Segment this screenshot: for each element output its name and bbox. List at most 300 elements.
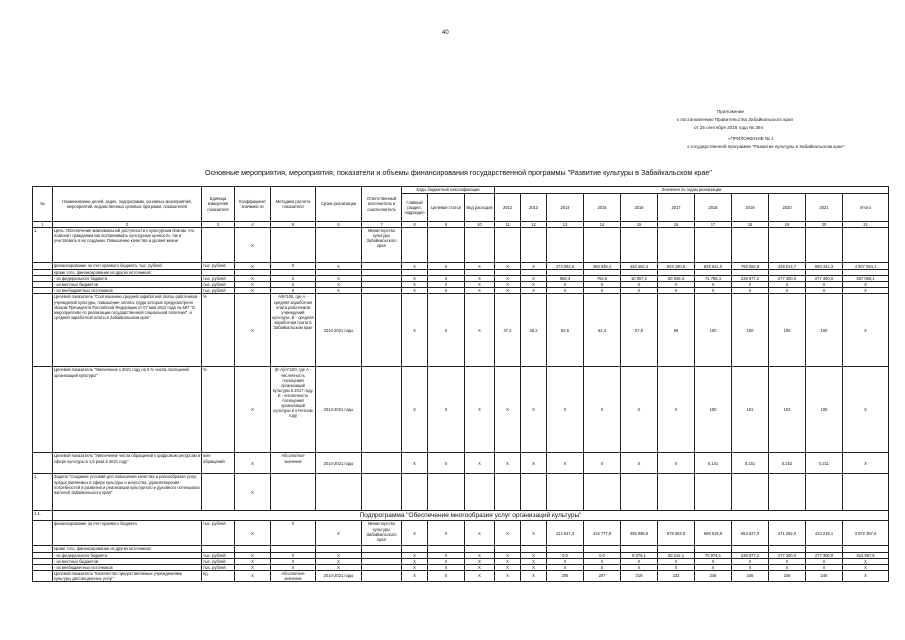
col-year: 2012 [495,194,521,222]
row-year-value: X [521,558,547,564]
row-year-value: 0,151 [732,453,769,474]
row-year-value: 578 303,5 [658,521,695,546]
document-title: Основные мероприятия, мероприятия, показатели и объемы финансирования государственной программы "Развитие культуры в Забайкальском крае" [205,168,712,177]
row-year-value: 10 057,2 [621,276,658,282]
row-year-value: 765 082,8 [732,263,769,270]
row-year-value: X [495,263,521,270]
program-table [32,186,889,582]
row-year-value: X [806,282,843,288]
row-year-value: X [806,288,843,294]
table-row [33,367,889,453]
row-year-value: X [521,288,547,294]
row-year-value [495,474,521,511]
row-num [33,367,53,453]
row-csr [428,474,465,511]
row-exec: Министерство культуры Забайкальского края [362,521,402,546]
row-method: X [271,276,316,282]
row-year-value: 764,6 [584,276,621,282]
row-year-value: 100 [806,294,843,367]
row-year-value: X [547,367,584,453]
row-period [316,228,362,263]
col-index: 10 [465,222,495,228]
col-year: 2020 [769,194,806,222]
row-year-value: 471 282,0 [769,521,806,546]
row-year-value: 429 014,7 [769,263,806,270]
col-index: 14 [584,222,621,228]
row-total: 3 972 397,6 [843,521,889,546]
row-gr: X [402,367,428,453]
row-year-value: X [769,282,806,288]
row-year-value: X [495,276,521,282]
row-year-value: X [547,288,584,294]
col-name: Наименование целей, задач, подпрограмм, основных мероприятий, мероприятий, ведомственных целевых программ, показателей [53,187,202,222]
row-method: А/Б*100, где А - средняя заработная плата работников учреждений культуры; Б - средняя заработная плата в Забайкальском крае [271,294,316,367]
row-unit: млн обращений [202,453,235,474]
col-index: 19 [769,222,806,228]
row-year-value: X [495,552,521,558]
row-year-value: 9 279,1 [621,552,658,558]
row-csr: X [428,367,465,453]
row-year-value [621,474,658,511]
row-num: 1. [33,228,53,263]
row-csr: X [428,558,465,564]
row-name: - из федерального бюджета [53,552,202,558]
row-year-value: 0,0 [584,552,621,558]
row-total: 4 907 084,1 [843,263,889,270]
row-coef: X [235,564,271,570]
row-year-value [732,474,769,511]
row-period [316,474,362,511]
row-unit: тыс. рублей [202,521,235,546]
row-num [33,521,53,546]
row-year-value: X [521,521,547,546]
row-year-value: 246 [732,570,769,581]
row-csr: X [428,288,465,294]
col-years-group: Значения по годам реализации [495,187,889,194]
row-year-value: X [732,288,769,294]
col-year: 2021 [806,194,843,222]
row-year-value: X [695,282,732,288]
header-appendix: «ПРИЛОЖЕНИЕ № 1 [728,136,774,141]
row-gr: X [402,558,428,564]
col-index: 17 [695,222,732,228]
row-exec [362,263,402,270]
row-year-value: X [584,367,621,453]
row-name: Целевой показатель "Количество предоставляемых учреждениями культуры дистанционных услуг" [53,570,202,581]
col-index: 9 [428,222,465,228]
col-index: 11 [495,222,521,228]
row-csr: X [428,294,465,367]
row-method: X [271,552,316,558]
row-year-value [547,228,584,263]
row-year-value: 414 547,3 [547,521,584,546]
row-year-value: 100 [695,367,732,453]
row-vr [465,474,495,511]
row-year-value: 277 300,0 [806,276,843,282]
row-year-value: X [769,558,806,564]
row-gr: X [402,552,428,558]
row-name: - из внебюджетных источников [53,288,202,294]
row-unit: тыс. рублей [202,288,235,294]
row-gr: X [402,570,428,581]
col-index: 3 [202,222,235,228]
row-name: - из федерального бюджета [53,276,202,282]
row-year-value: 828 641,0 [695,263,732,270]
row-method: X [271,564,316,570]
row-name: Задача "Создание условий для повышения качества и разнообразия услуг, предоставляемых в сфере культуры и искусства, удовлетворения потребностей в развитии и реализации культурного и духовного потенциала жителей Забайкальского края" [53,474,202,511]
row-year-value: X [621,288,658,294]
table-row [33,474,889,511]
row-unit: тыс. рублей [202,552,235,558]
col-index: 16 [658,222,695,228]
row-method [271,474,316,511]
row-year-value: X [584,564,621,570]
row-year-value: X [584,558,621,564]
row-year-value [806,474,843,511]
row-period: X [316,282,362,288]
row-year-value: X [732,564,769,570]
col-year: 2019 [732,194,769,222]
row-period: X [316,521,362,546]
header-approved: Приложение [717,109,744,114]
col-year: 2013 [521,194,547,222]
col-year: 2018 [695,194,732,222]
col-year: 2017 [658,194,695,222]
row-year-value: 103 [769,367,806,453]
row-gr: X [402,282,428,288]
col-index: 21 [843,222,889,228]
row-period: 2014-2021 годы [316,294,362,367]
row-total: X [843,367,889,453]
row-unit: ед. [202,570,235,581]
row-vr: X [465,282,495,288]
row-csr: X [428,282,465,288]
row-year-value [584,474,621,511]
row-total: 937 068,1 [843,276,889,282]
row-year-value: 47,2 [495,294,521,367]
page-number: 40 [442,30,449,36]
row-year-value: X [521,276,547,282]
row-method: Абсолютное значение [271,570,316,581]
row-total: X [843,564,889,570]
col-index: 12 [521,222,547,228]
row-method: (Е-А)/А*100, где А - численность посещений организаций культуры в 2017 году, Е - численность посещений организаций культуры в отчетном году [271,367,316,453]
row-name: финансирование за счет краевого бюджета [53,521,202,546]
row-year-value: 205 [547,570,584,581]
row-year-value: 50 212,1 [658,552,695,558]
row-year-value: X [521,263,547,270]
table-row [33,453,889,474]
row-coef: X [235,294,271,367]
row-year-value: X [658,367,695,453]
row-period: X [316,558,362,564]
row-gr: X [402,521,428,546]
row-year-value: X [621,282,658,288]
col-year: 2016 [621,194,658,222]
row-name: финансирование за счет краевого бюджета, тыс. рублей [53,263,202,270]
row-vr: X [465,521,495,546]
table-row [33,521,889,546]
row-year-value: 653 627,0 [732,521,769,546]
row-year-value: 277 300,0 [769,276,806,282]
row-year-value: 57,6 [621,294,658,367]
row-unit: тыс. рублей [202,558,235,564]
row-coef: X [235,228,271,263]
row-year-value: 52,5 [547,294,584,367]
row-year-value: X [495,558,521,564]
row-year-value [695,228,732,263]
row-method: X [271,558,316,564]
row-year-value: X [658,453,695,474]
row-vr: X [465,552,495,558]
row-year-value [547,474,584,511]
row-exec [362,294,402,367]
row-year-value: X [584,453,621,474]
col-year: 2014 [547,194,584,222]
row-year-value [521,228,547,263]
row-coef: X [235,276,271,282]
row-year-value: X [521,453,547,474]
row-year-value: X [495,288,521,294]
row-vr [465,228,495,263]
col-index: 2 [53,222,202,228]
row-csr: X [428,263,465,270]
row-year-value: 0,141 [695,453,732,474]
row-period: X [316,276,362,282]
row-year-value: 219 [621,570,658,581]
row-year-value: X [521,282,547,288]
col-index: 15 [621,222,658,228]
row-year-value: 504 190,5 [658,263,695,270]
col-method: Методика расчета показателя [271,187,316,222]
row-year-value: X [495,453,521,474]
row-unit: тыс. рублей [202,282,235,288]
row-gr: X [402,453,428,474]
row-year-value [658,228,695,263]
row-year-value: X [547,282,584,288]
row-method: X [271,521,316,546]
row-year-value: X [658,558,695,564]
row-year-value: 590 441,3 [806,263,843,270]
row-coef: X [235,367,271,453]
row-year-value [806,228,843,263]
row-gr: X [402,276,428,282]
row-year-value: 246 [806,570,843,581]
row-num [33,570,53,581]
row-unit [202,228,235,263]
row-year-value: X [695,558,732,564]
row-year-value [521,474,547,511]
row-total: X [843,282,889,288]
row-period: 2014-2021 годы [316,453,362,474]
row-year-value: 101 [732,367,769,453]
row-vr: X [465,276,495,282]
row-csr: X [428,552,465,558]
row-year-value: 238 977,2 [732,276,769,282]
row-year-value: X [806,558,843,564]
row-year-value [769,474,806,511]
row-year-value: X [695,564,732,570]
row-total [843,474,889,511]
row-period: X [316,552,362,558]
col-total: Итого [843,194,889,222]
row-year-value: 207 [584,570,621,581]
row-year-value: 62,4 [584,294,621,367]
row-year-value: X [621,558,658,564]
row-name: кроме того, финансирование из других источников: [53,546,202,552]
row-vr: X [465,570,495,581]
col-index: 20 [806,222,843,228]
row-year-value [658,474,695,511]
row-method: Абсолютное значение [271,453,316,474]
row-year-value: X [658,288,695,294]
row-total: X [843,288,889,294]
header-date: от 25 сентября 2018 года № 394 [694,125,764,130]
col-coef: Коэффициент значимости [235,187,271,222]
row-year-value: 100 [695,294,732,367]
row-year-value: X [495,564,521,570]
col-index: 8 [402,222,428,228]
col-index: 4 [235,222,271,228]
row-name: Цель: Обеспечение максимальной доступности к культурным благам, что позволит гражданам как воспринимать культурные ценности, так и участвовать в их создании. Повышение качества и уровня жизни [53,228,202,263]
col-year: 2015 [584,194,621,222]
row-exec [362,453,402,474]
row-csr: X [428,453,465,474]
row-method [271,228,316,263]
row-period: 2014-2021 годы [316,367,362,453]
row-year-value: X [547,564,584,570]
row-csr: X [428,521,465,546]
row-total: X [843,453,889,474]
row-unit: тыс. рублей [202,564,235,570]
row-coef: X [235,558,271,564]
row-year-value: X [584,288,621,294]
subprogram-title: Подпрограмма "Обеспечение многообразия услуг организаций культуры" [53,511,889,521]
row-csr: X [428,276,465,282]
row-vr: X [465,294,495,367]
col-index: 6 [316,222,362,228]
row-year-value [732,228,769,263]
row-year-value [695,474,732,511]
row-year-value: 433 219,1 [806,521,843,546]
row-unit [202,474,235,511]
col-index: 1 [33,222,53,228]
row-exec [362,474,402,511]
row-year-value: X [521,564,547,570]
row-year-value: X [584,282,621,288]
row-gr [402,228,428,263]
row-year-value [495,228,521,263]
row-year-value: X [495,521,521,546]
row-period: X [316,288,362,294]
row-year-value: X [547,453,584,474]
row-year-value: 868,3 [547,276,584,282]
row-vr: X [465,564,495,570]
row-exec [362,367,402,453]
row-year-value: X [621,564,658,570]
row-year-value: 232 [658,570,695,581]
row-coef: X [235,570,271,581]
row-gr: X [402,564,428,570]
row-vr: X [465,367,495,453]
col-vr: Вид расходов [465,194,495,222]
subprogram-num: 1.1. [33,511,53,521]
row-name: - из местных бюджетов [53,282,202,288]
row-gr: X [402,288,428,294]
row-num [33,263,53,270]
row-year-value: X [806,564,843,570]
row-unit: % [202,367,235,453]
row-total: X [843,294,889,367]
row-year-value: 100 [732,294,769,367]
row-method: X [271,282,316,288]
header-program: к государственной программе "Развитие культуры в Забайкальском крае" [687,144,845,149]
col-index: 7 [362,222,402,228]
row-year-value: 0,0 [547,552,584,558]
row-method: X [271,263,316,270]
row-period: 2014-2021 годы [316,570,362,581]
row-year-value: 450 948,4 [584,263,621,270]
row-year-value: 699 519,9 [695,521,732,546]
row-year-value: X [621,453,658,474]
row-year-value [584,228,621,263]
row-year-value: X [769,564,806,570]
col-num: № [33,187,53,222]
row-year-value: 474 082,6 [547,263,584,270]
row-name: - из местных бюджетов [53,558,202,564]
col-index: 5 [271,222,316,228]
row-year-value: 0,162 [769,453,806,474]
row-year-value: X [695,288,732,294]
row-name: - из внебюджетных источников [53,564,202,570]
col-index: 18 [732,222,769,228]
row-exec [362,570,402,581]
row-vr: X [465,288,495,294]
row-year-value [621,228,658,263]
row-year-value: X [495,570,521,581]
header-resolution: к постановлению Правительства Забайкальского края [677,117,793,122]
row-year-value: 246 [695,570,732,581]
row-year-value: X [769,288,806,294]
col-gr: Главный раздел, подраздел [402,194,428,222]
row-total: 912 997,5 [843,552,889,558]
row-coef: X [235,521,271,546]
row-num [33,294,53,367]
row-name: Целевой показатель "Увеличение к 2021 году на 5 % числа посещений организаций культуры" [53,367,202,453]
row-period: X [316,564,362,570]
row-year-value: X [547,558,584,564]
table-row [33,294,889,367]
row-name: Целевой показатель "Увеличение числа обращений к цифровым ресурсам в сфере культуры в 1,5 раза в 2021 году" [53,453,202,474]
row-method: X [271,288,316,294]
row-year-value: X [732,282,769,288]
row-year-value: 71 755,4 [695,276,732,282]
row-year-value: X [495,282,521,288]
row-gr: X [402,263,428,270]
row-coef: X [235,263,271,270]
row-name: кроме того, финансирование из других источников: [53,270,202,276]
row-year-value: 48,2 [521,294,547,367]
row-year-value [769,228,806,263]
row-name: Целевой показатель "Соотношение средней заработной платы работников учреждений культуры, повышение оплаты труда которых предусмотрено Указом Президента Российской Федерации от 07 мая 2012 года № 597 "О мероприятиях по реализации государственной социальной политики", и средней заработной платы в Забайкальском крае" [53,294,202,367]
row-year-value: 105 [806,367,843,453]
row-year-value: 238 977,2 [732,552,769,558]
row-gr: X [402,294,428,367]
row-year-value: X [658,564,695,570]
col-unit: Единица измерения показателя [202,187,235,222]
row-vr: X [465,453,495,474]
col-index: 13 [547,222,584,228]
